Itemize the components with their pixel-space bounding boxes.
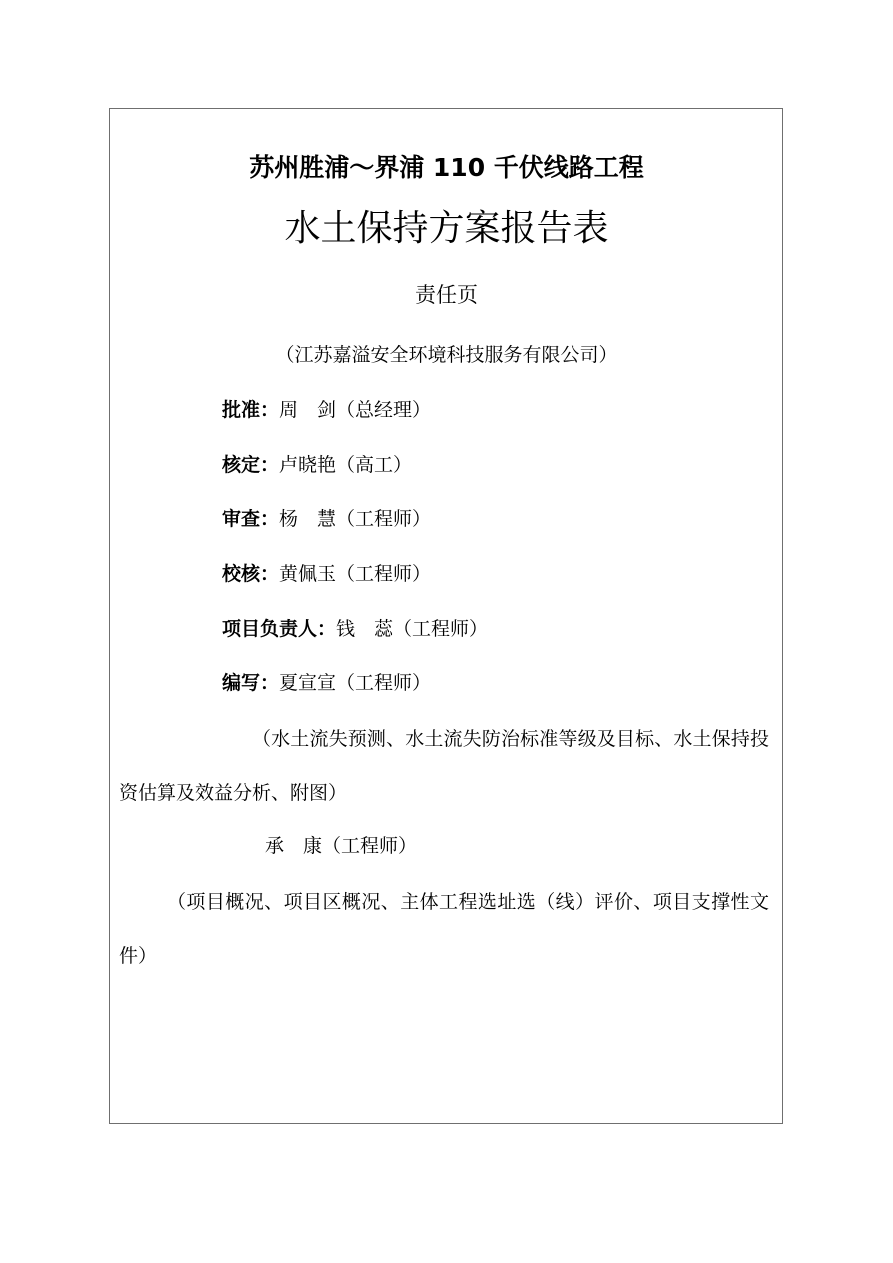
report-title: 水土保持方案报告表 (284, 208, 609, 249)
role-approval (222, 401, 431, 420)
role-value: 卢晓艳（高工） (279, 454, 413, 476)
role-label: 编写： (222, 672, 280, 694)
company-name: （江苏嘉溢安全环境科技服务有限公司） (275, 344, 618, 366)
role-value: 周 剑（总经理） (279, 399, 432, 421)
writer-note: （水土流失预测、水土流失防治标准等级及目标、水土保持投资估算及效益分析、附图） (119, 728, 769, 804)
role-value: 夏宣宣（工程师） (279, 672, 432, 694)
role-value: 钱 蕊（工程师） (336, 618, 489, 640)
project-title: 苏州胜浦～界浦 110 千伏线路工程 (249, 153, 644, 182)
role-checking (222, 565, 431, 584)
second-writer: 承 康（工程师） (265, 835, 418, 857)
role-label: 核定： (222, 454, 280, 476)
role-verification (222, 456, 412, 475)
role-value: 杨 慧（工程师） (279, 508, 432, 530)
role-writer (222, 674, 431, 693)
role-label: 审查： (222, 508, 280, 530)
role-project-lead (222, 620, 488, 639)
role-label: 项目负责人： (222, 618, 337, 640)
role-review (222, 510, 431, 529)
role-label: 批准： (222, 399, 280, 421)
second-writer-note: （项目概况、项目区概况、主体工程选址选（线）评价、项目支撑性文件） (119, 891, 769, 967)
page-title: 责任页 (415, 283, 478, 307)
role-value: 黄佩玉（工程师） (279, 563, 432, 585)
role-label: 校核： (222, 563, 280, 585)
